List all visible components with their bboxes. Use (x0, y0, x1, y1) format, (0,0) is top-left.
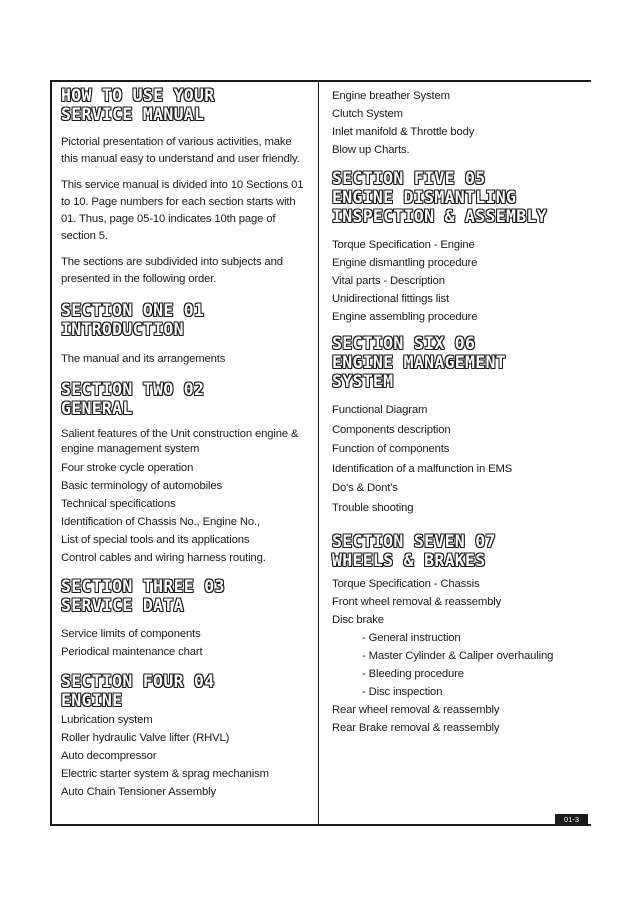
how-to-heading (61, 86, 311, 124)
section-six-item: Functional Diagram (332, 404, 428, 416)
how-to-para1: Pictorial presentation of various activities, make this manual easy to understand and user friendly. (61, 136, 300, 165)
section-four-item: Lubrication system (61, 714, 153, 726)
section-two-item: Basic terminology of automobiles (61, 480, 222, 492)
section-two-heading (61, 380, 311, 418)
section-four-heading-line2: ENGINE (61, 691, 123, 710)
section-seven-sub-item: - General instruction (362, 632, 461, 644)
section-two-heading-line1: SECTION TWO 02 (61, 380, 205, 399)
section-three-item: Periodical maintenance chart (61, 646, 203, 658)
section-six-heading-line1: SECTION SIX 06 (332, 334, 476, 353)
section-four-cont-item: Engine breather System (332, 90, 450, 102)
section-six-item: Components description (332, 423, 451, 436)
section-seven-heading-line1: SECTION SEVEN 07 (332, 532, 496, 551)
section-six-item: Do's & Dont's (332, 482, 398, 494)
frame-bottom-rule (50, 824, 591, 826)
section-five-heading (332, 169, 587, 226)
section-one-heading-line2: INTRODUCTION (61, 320, 184, 339)
section-one-item: The manual and its arrangements (61, 353, 226, 365)
section-three-heading-line2: SERVICE DATA (61, 596, 184, 615)
section-five-heading-line3: INSPECTION & ASSEMBLY (332, 207, 547, 226)
section-seven-item: Disc brake (332, 614, 384, 626)
section-six-heading-line3: SYSTEM (332, 372, 394, 391)
section-five-item: Torque Specification - Engine (332, 239, 475, 251)
section-four-item: Roller hydraulic Valve lifter (RHVL) (61, 732, 230, 744)
section-five-item: Vital parts - Description (332, 275, 445, 287)
frame-top-rule (50, 80, 591, 82)
section-six-item: Function of components (332, 443, 450, 455)
section-four-cont-item: Clutch System (332, 108, 403, 120)
section-seven-item: Rear Brake removal & reassembly (332, 722, 500, 734)
section-seven-sub-item: - Master Cylinder & Caliper overhauling (362, 650, 554, 662)
section-one-heading-line1: SECTION ONE 01 (61, 301, 205, 320)
section-seven-heading-line2: WHEELS & BRAKES (332, 551, 486, 570)
frame-left-rule (50, 80, 52, 826)
section-three-heading (61, 577, 311, 615)
section-six-item: Trouble shooting (332, 501, 414, 514)
section-two-item: Control cables and wiring harness routing. (61, 552, 266, 564)
section-four-item: Auto decompressor (61, 750, 157, 762)
section-seven-heading (332, 532, 587, 570)
how-to-para2: This service manual is divided into 10 Sections 01 to 10. Page numbers for each section starts with 01. Thus, page 05-10 indicates 10th page of section 5. (61, 179, 304, 242)
section-two-item: List of special tools and its applications (61, 534, 250, 546)
section-three-item: Service limits of components (61, 628, 201, 640)
section-seven-sub-item: - Bleeding procedure (362, 668, 464, 680)
section-two-item: Four stroke cycle operation (61, 462, 194, 474)
section-five-item: Engine dismantling procedure (332, 257, 478, 269)
right-column (332, 87, 587, 737)
column-divider (318, 80, 319, 826)
section-three-heading-line1: SECTION THREE 03 (61, 577, 225, 596)
section-two-item: Technical specifications (61, 498, 176, 510)
section-seven-item: Rear wheel removal & reassembly (332, 704, 500, 716)
section-one-heading (61, 301, 311, 339)
section-four-cont-item: Blow up Charts. (332, 144, 410, 156)
how-to-heading-line2: SERVICE MANUAL (61, 105, 205, 124)
section-four-item: Electric starter system & sprag mechanism (61, 768, 269, 780)
section-four-item: Auto Chain Tensioner Assembly (61, 786, 216, 798)
section-two-heading-line2: GENERAL (61, 399, 133, 418)
section-four-heading (61, 672, 311, 710)
how-to-para3: The sections are subdivided into subjects and presented in the following order. (61, 256, 283, 285)
section-six-item: Identification of a malfunction in EMS (332, 462, 513, 475)
section-five-heading-line2: ENGINE DISMANTLING (332, 188, 517, 207)
page-number-badge: 01-3 (555, 814, 588, 825)
how-to-heading-line1: HOW TO USE YOUR (61, 86, 215, 105)
section-seven-item: Front wheel removal & reassembly (332, 596, 502, 608)
section-two-para: Salient features of the Unit construction engine & engine management system (61, 428, 299, 455)
section-five-heading-line1: SECTION FIVE 05 (332, 169, 486, 188)
section-five-item: Unidirectional fittings list (332, 293, 449, 305)
section-two-item: Identification of Chassis No., Engine No., (61, 516, 261, 528)
section-seven-sub-item: - Disc inspection (362, 686, 443, 698)
section-five-item: Engine assembling procedure (332, 311, 478, 323)
left-column (61, 86, 311, 801)
section-six-heading (332, 334, 587, 391)
section-seven-item: Torque Specification - Chassis (332, 578, 480, 590)
section-four-heading-line1: SECTION FOUR 04 (61, 672, 215, 691)
section-six-heading-line2: ENGINE MANAGEMENT (332, 353, 506, 372)
section-four-cont-item: Inlet manifold & Throttle body (332, 126, 475, 138)
